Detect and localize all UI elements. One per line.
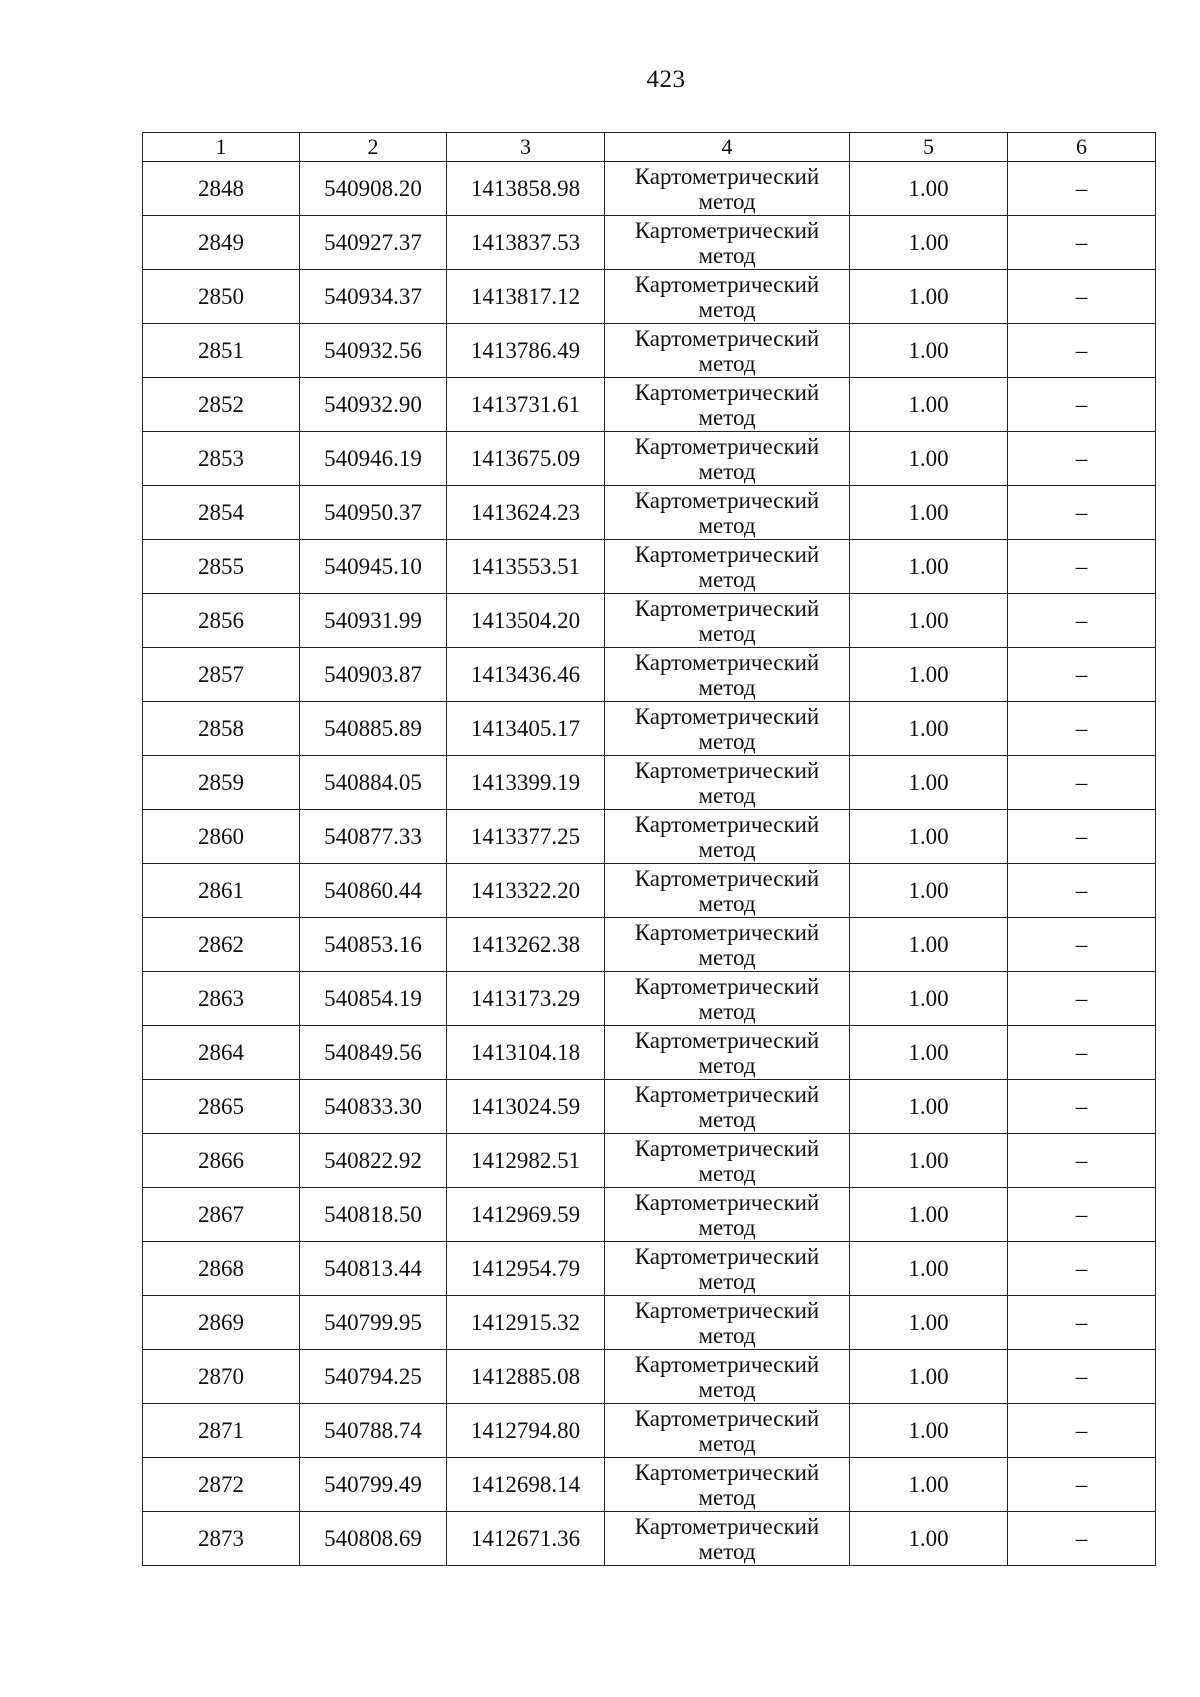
point-number-cell: 2853 bbox=[143, 432, 300, 486]
accuracy-cell: 1.00 bbox=[850, 648, 1008, 702]
x-coordinate-cell: 540822.92 bbox=[300, 1134, 447, 1188]
point-number-cell: 2857 bbox=[143, 648, 300, 702]
y-coordinate-cell: 1413553.51 bbox=[447, 540, 605, 594]
note-cell: – bbox=[1008, 756, 1156, 810]
note-cell: – bbox=[1008, 864, 1156, 918]
method-cell bbox=[605, 324, 850, 378]
point-number-cell: 2855 bbox=[143, 540, 300, 594]
method-text-line-2: метод bbox=[698, 1106, 756, 1132]
note-cell: – bbox=[1008, 1350, 1156, 1404]
x-coordinate-cell: 540794.25 bbox=[300, 1350, 447, 1404]
header-cell-4: 4 bbox=[605, 133, 850, 162]
x-coordinate-cell: 540927.37 bbox=[300, 216, 447, 270]
x-coordinate-cell: 540799.95 bbox=[300, 1296, 447, 1350]
accuracy-cell: 1.00 bbox=[850, 1026, 1008, 1080]
method-cell bbox=[605, 918, 850, 972]
accuracy-cell: 1.00 bbox=[850, 1512, 1008, 1566]
y-coordinate-cell: 1413322.20 bbox=[447, 864, 605, 918]
method-text-line-2: метод bbox=[698, 728, 756, 754]
accuracy-cell: 1.00 bbox=[850, 1296, 1008, 1350]
accuracy-cell: 1.00 bbox=[850, 378, 1008, 432]
x-coordinate-cell: 540877.33 bbox=[300, 810, 447, 864]
method-text-line-1: Картометрический bbox=[634, 757, 820, 783]
method-text-line-1: Картометрический bbox=[634, 811, 820, 837]
table-row bbox=[143, 594, 1156, 648]
point-number-cell: 2866 bbox=[143, 1134, 300, 1188]
point-number-cell: 2849 bbox=[143, 216, 300, 270]
table-row bbox=[143, 1134, 1156, 1188]
accuracy-cell: 1.00 bbox=[850, 432, 1008, 486]
method-text-line-2: метод bbox=[698, 1268, 756, 1294]
y-coordinate-cell: 1412794.80 bbox=[447, 1404, 605, 1458]
point-number-cell: 2854 bbox=[143, 486, 300, 540]
method-text-line-1: Картометрический bbox=[634, 973, 820, 999]
accuracy-cell: 1.00 bbox=[850, 1080, 1008, 1134]
method-text-line-2: метод bbox=[698, 1484, 756, 1510]
x-coordinate-cell: 540884.05 bbox=[300, 756, 447, 810]
accuracy-cell: 1.00 bbox=[850, 1404, 1008, 1458]
x-coordinate-cell: 540934.37 bbox=[300, 270, 447, 324]
note-cell: – bbox=[1008, 918, 1156, 972]
x-coordinate-cell: 540833.30 bbox=[300, 1080, 447, 1134]
header-cell-1: 1 bbox=[143, 133, 300, 162]
accuracy-cell: 1.00 bbox=[850, 1134, 1008, 1188]
method-text-line-2: метод bbox=[698, 458, 756, 484]
method-text-line-2: метод bbox=[698, 512, 756, 538]
y-coordinate-cell: 1413173.29 bbox=[447, 972, 605, 1026]
method-cell bbox=[605, 756, 850, 810]
table-row bbox=[143, 162, 1156, 216]
table-row bbox=[143, 1080, 1156, 1134]
y-coordinate-cell: 1412915.32 bbox=[447, 1296, 605, 1350]
table-row bbox=[143, 1458, 1156, 1512]
method-cell bbox=[605, 540, 850, 594]
method-cell bbox=[605, 1080, 850, 1134]
method-text-line-2: метод bbox=[698, 1538, 756, 1564]
method-text-line-1: Картометрический bbox=[634, 1189, 820, 1215]
point-number-cell: 2869 bbox=[143, 1296, 300, 1350]
y-coordinate-cell: 1413024.59 bbox=[447, 1080, 605, 1134]
table-header-row bbox=[143, 133, 1156, 162]
method-cell bbox=[605, 1134, 850, 1188]
method-cell bbox=[605, 1296, 850, 1350]
note-cell: – bbox=[1008, 216, 1156, 270]
accuracy-cell: 1.00 bbox=[850, 216, 1008, 270]
method-text-line-1: Картометрический bbox=[634, 271, 820, 297]
accuracy-cell: 1.00 bbox=[850, 972, 1008, 1026]
method-text-line-1: Картометрический bbox=[634, 649, 820, 675]
note-cell: – bbox=[1008, 540, 1156, 594]
accuracy-cell: 1.00 bbox=[850, 162, 1008, 216]
table-row bbox=[143, 1512, 1156, 1566]
table-row bbox=[143, 702, 1156, 756]
method-text-line-1: Картометрический bbox=[634, 487, 820, 513]
accuracy-cell: 1.00 bbox=[850, 702, 1008, 756]
note-cell: – bbox=[1008, 1080, 1156, 1134]
method-text-line-2: метод bbox=[698, 296, 756, 322]
table-row bbox=[143, 1350, 1156, 1404]
header-cell-5: 5 bbox=[850, 133, 1008, 162]
method-text-line-2: метод bbox=[698, 782, 756, 808]
table-row bbox=[143, 1242, 1156, 1296]
table-row bbox=[143, 270, 1156, 324]
table-row bbox=[143, 378, 1156, 432]
method-text-line-1: Картометрический bbox=[634, 379, 820, 405]
coordinates-table bbox=[142, 132, 1156, 1566]
table-row bbox=[143, 756, 1156, 810]
note-cell: – bbox=[1008, 1404, 1156, 1458]
y-coordinate-cell: 1413399.19 bbox=[447, 756, 605, 810]
note-cell: – bbox=[1008, 432, 1156, 486]
point-number-cell: 2862 bbox=[143, 918, 300, 972]
point-number-cell: 2865 bbox=[143, 1080, 300, 1134]
x-coordinate-cell: 540854.19 bbox=[300, 972, 447, 1026]
header-cell-6: 6 bbox=[1008, 133, 1156, 162]
note-cell: – bbox=[1008, 1242, 1156, 1296]
method-cell bbox=[605, 486, 850, 540]
note-cell: – bbox=[1008, 648, 1156, 702]
note-cell: – bbox=[1008, 702, 1156, 756]
note-cell: – bbox=[1008, 1188, 1156, 1242]
method-cell bbox=[605, 162, 850, 216]
table-body bbox=[143, 133, 1156, 1566]
method-cell bbox=[605, 594, 850, 648]
table-row bbox=[143, 1026, 1156, 1080]
method-text-line-1: Картометрический bbox=[634, 163, 820, 189]
method-text-line-1: Картометрический bbox=[634, 919, 820, 945]
x-coordinate-cell: 540903.87 bbox=[300, 648, 447, 702]
note-cell: – bbox=[1008, 972, 1156, 1026]
accuracy-cell: 1.00 bbox=[850, 1188, 1008, 1242]
method-cell bbox=[605, 1512, 850, 1566]
table-row bbox=[143, 1188, 1156, 1242]
x-coordinate-cell: 540946.19 bbox=[300, 432, 447, 486]
method-cell bbox=[605, 702, 850, 756]
x-coordinate-cell: 540931.99 bbox=[300, 594, 447, 648]
method-text-line-2: метод bbox=[698, 836, 756, 862]
x-coordinate-cell: 540885.89 bbox=[300, 702, 447, 756]
note-cell: – bbox=[1008, 1458, 1156, 1512]
accuracy-cell: 1.00 bbox=[850, 540, 1008, 594]
note-cell: – bbox=[1008, 1134, 1156, 1188]
note-cell: – bbox=[1008, 324, 1156, 378]
x-coordinate-cell: 540853.16 bbox=[300, 918, 447, 972]
x-coordinate-cell: 540799.49 bbox=[300, 1458, 447, 1512]
page-number: 423 bbox=[646, 66, 686, 93]
point-number-cell: 2860 bbox=[143, 810, 300, 864]
method-text-line-2: метод bbox=[698, 350, 756, 376]
method-text-line-1: Картометрический bbox=[634, 217, 820, 243]
y-coordinate-cell: 1413377.25 bbox=[447, 810, 605, 864]
table-row bbox=[143, 648, 1156, 702]
method-text-line-2: метод bbox=[698, 404, 756, 430]
x-coordinate-cell: 540788.74 bbox=[300, 1404, 447, 1458]
table-row bbox=[143, 540, 1156, 594]
y-coordinate-cell: 1413624.23 bbox=[447, 486, 605, 540]
y-coordinate-cell: 1412982.51 bbox=[447, 1134, 605, 1188]
method-text-line-2: метод bbox=[698, 188, 756, 214]
point-number-cell: 2848 bbox=[143, 162, 300, 216]
point-number-cell: 2852 bbox=[143, 378, 300, 432]
point-number-cell: 2871 bbox=[143, 1404, 300, 1458]
method-text-line-2: метод bbox=[698, 1052, 756, 1078]
accuracy-cell: 1.00 bbox=[850, 270, 1008, 324]
accuracy-cell: 1.00 bbox=[850, 756, 1008, 810]
accuracy-cell: 1.00 bbox=[850, 1350, 1008, 1404]
point-number-cell: 2872 bbox=[143, 1458, 300, 1512]
method-text-line-2: метод bbox=[698, 242, 756, 268]
note-cell: – bbox=[1008, 1512, 1156, 1566]
y-coordinate-cell: 1412671.36 bbox=[447, 1512, 605, 1566]
accuracy-cell: 1.00 bbox=[850, 594, 1008, 648]
note-cell: – bbox=[1008, 378, 1156, 432]
method-cell bbox=[605, 1350, 850, 1404]
accuracy-cell: 1.00 bbox=[850, 1242, 1008, 1296]
method-text-line-1: Картометрический bbox=[634, 1027, 820, 1053]
method-text-line-1: Картометрический bbox=[634, 1405, 820, 1431]
header-cell-2: 2 bbox=[300, 133, 447, 162]
point-number-cell: 2861 bbox=[143, 864, 300, 918]
x-coordinate-cell: 540908.20 bbox=[300, 162, 447, 216]
method-cell bbox=[605, 216, 850, 270]
method-text-line-2: метод bbox=[698, 1322, 756, 1348]
accuracy-cell: 1.00 bbox=[850, 1458, 1008, 1512]
method-text-line-1: Картометрический bbox=[634, 1297, 820, 1323]
method-cell bbox=[605, 1404, 850, 1458]
point-number-cell: 2873 bbox=[143, 1512, 300, 1566]
table-row bbox=[143, 1296, 1156, 1350]
point-number-cell: 2850 bbox=[143, 270, 300, 324]
table-row bbox=[143, 486, 1156, 540]
method-text-line-2: метод bbox=[698, 998, 756, 1024]
note-cell: – bbox=[1008, 594, 1156, 648]
note-cell: – bbox=[1008, 486, 1156, 540]
accuracy-cell: 1.00 bbox=[850, 864, 1008, 918]
point-number-cell: 2863 bbox=[143, 972, 300, 1026]
method-cell bbox=[605, 378, 850, 432]
table-row bbox=[143, 1404, 1156, 1458]
x-coordinate-cell: 540950.37 bbox=[300, 486, 447, 540]
point-number-cell: 2856 bbox=[143, 594, 300, 648]
x-coordinate-cell: 540945.10 bbox=[300, 540, 447, 594]
x-coordinate-cell: 540813.44 bbox=[300, 1242, 447, 1296]
method-text-line-2: метод bbox=[698, 1376, 756, 1402]
note-cell: – bbox=[1008, 270, 1156, 324]
table-row bbox=[143, 972, 1156, 1026]
table-row bbox=[143, 810, 1156, 864]
y-coordinate-cell: 1413405.17 bbox=[447, 702, 605, 756]
y-coordinate-cell: 1413731.61 bbox=[447, 378, 605, 432]
y-coordinate-cell: 1413817.12 bbox=[447, 270, 605, 324]
method-text-line-2: метод bbox=[698, 674, 756, 700]
point-number-cell: 2858 bbox=[143, 702, 300, 756]
y-coordinate-cell: 1413436.46 bbox=[447, 648, 605, 702]
x-coordinate-cell: 540818.50 bbox=[300, 1188, 447, 1242]
y-coordinate-cell: 1412954.79 bbox=[447, 1242, 605, 1296]
accuracy-cell: 1.00 bbox=[850, 918, 1008, 972]
method-text-line-1: Картометрический bbox=[634, 433, 820, 459]
point-number-cell: 2864 bbox=[143, 1026, 300, 1080]
table-row bbox=[143, 864, 1156, 918]
method-text-line-2: метод bbox=[698, 1430, 756, 1456]
method-cell bbox=[605, 432, 850, 486]
method-cell bbox=[605, 1188, 850, 1242]
x-coordinate-cell: 540860.44 bbox=[300, 864, 447, 918]
y-coordinate-cell: 1412969.59 bbox=[447, 1188, 605, 1242]
x-coordinate-cell: 540932.90 bbox=[300, 378, 447, 432]
method-text-line-1: Картометрический bbox=[634, 541, 820, 567]
method-text-line-2: метод bbox=[698, 890, 756, 916]
accuracy-cell: 1.00 bbox=[850, 324, 1008, 378]
table-row bbox=[143, 432, 1156, 486]
method-cell bbox=[605, 810, 850, 864]
x-coordinate-cell: 540849.56 bbox=[300, 1026, 447, 1080]
method-cell bbox=[605, 864, 850, 918]
y-coordinate-cell: 1413262.38 bbox=[447, 918, 605, 972]
method-cell bbox=[605, 1242, 850, 1296]
method-cell bbox=[605, 270, 850, 324]
method-cell bbox=[605, 1026, 850, 1080]
method-text-line-2: метод bbox=[698, 1160, 756, 1186]
point-number-cell: 2859 bbox=[143, 756, 300, 810]
point-number-cell: 2851 bbox=[143, 324, 300, 378]
y-coordinate-cell: 1412885.08 bbox=[447, 1350, 605, 1404]
note-cell: – bbox=[1008, 1026, 1156, 1080]
method-text-line-1: Картометрический bbox=[634, 703, 820, 729]
x-coordinate-cell: 540808.69 bbox=[300, 1512, 447, 1566]
method-cell bbox=[605, 1458, 850, 1512]
method-text-line-1: Картометрический bbox=[634, 1459, 820, 1485]
accuracy-cell: 1.00 bbox=[850, 486, 1008, 540]
header-cell-3: 3 bbox=[447, 133, 605, 162]
method-text-line-2: метод bbox=[698, 1214, 756, 1240]
method-text-line-1: Картометрический bbox=[634, 1135, 820, 1161]
table-row bbox=[143, 324, 1156, 378]
y-coordinate-cell: 1412698.14 bbox=[447, 1458, 605, 1512]
note-cell: – bbox=[1008, 810, 1156, 864]
table-row bbox=[143, 918, 1156, 972]
method-text-line-1: Картометрический bbox=[634, 1243, 820, 1269]
method-text-line-1: Картометрический bbox=[634, 865, 820, 891]
note-cell: – bbox=[1008, 1296, 1156, 1350]
y-coordinate-cell: 1413786.49 bbox=[447, 324, 605, 378]
y-coordinate-cell: 1413837.53 bbox=[447, 216, 605, 270]
point-number-cell: 2868 bbox=[143, 1242, 300, 1296]
point-number-cell: 2867 bbox=[143, 1188, 300, 1242]
point-number-cell: 2870 bbox=[143, 1350, 300, 1404]
method-cell bbox=[605, 972, 850, 1026]
method-text-line-1: Картометрический bbox=[634, 1351, 820, 1377]
method-text-line-2: метод bbox=[698, 566, 756, 592]
method-text-line-1: Картометрический bbox=[634, 1513, 820, 1539]
x-coordinate-cell: 540932.56 bbox=[300, 324, 447, 378]
y-coordinate-cell: 1413504.20 bbox=[447, 594, 605, 648]
accuracy-cell: 1.00 bbox=[850, 810, 1008, 864]
method-cell bbox=[605, 648, 850, 702]
method-text-line-2: метод bbox=[698, 620, 756, 646]
note-cell: – bbox=[1008, 162, 1156, 216]
method-text-line-1: Картометрический bbox=[634, 1081, 820, 1107]
y-coordinate-cell: 1413675.09 bbox=[447, 432, 605, 486]
method-text-line-1: Картометрический bbox=[634, 595, 820, 621]
method-text-line-2: метод bbox=[698, 944, 756, 970]
method-text-line-1: Картометрический bbox=[634, 325, 820, 351]
y-coordinate-cell: 1413104.18 bbox=[447, 1026, 605, 1080]
table-row bbox=[143, 216, 1156, 270]
y-coordinate-cell: 1413858.98 bbox=[447, 162, 605, 216]
